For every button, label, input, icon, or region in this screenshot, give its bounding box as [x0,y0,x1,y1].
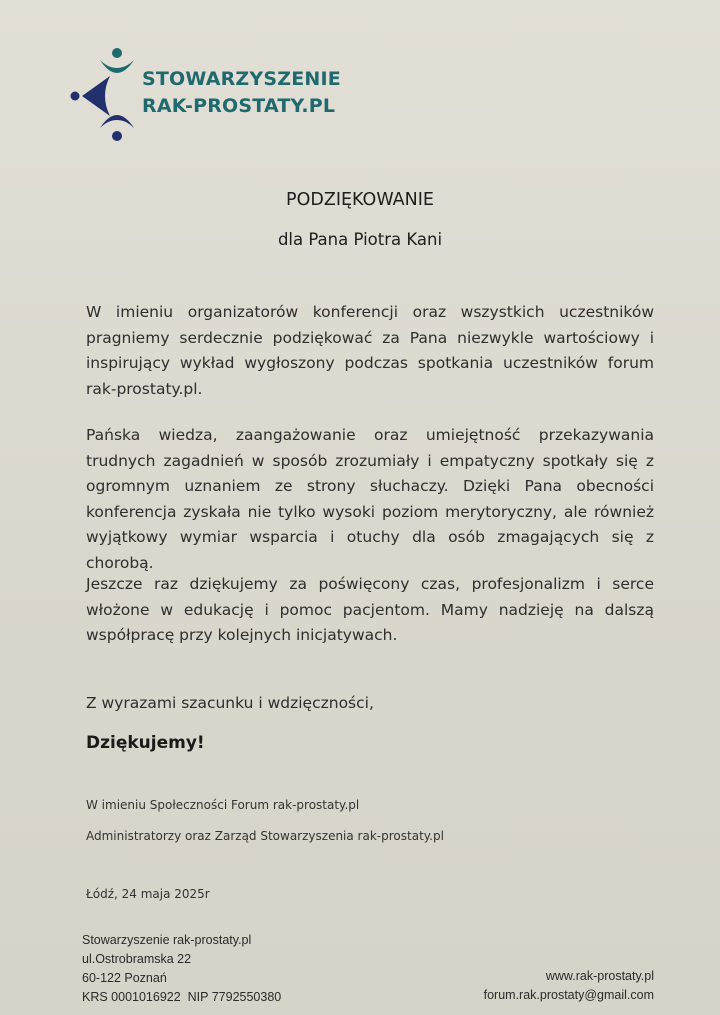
letter-heading: PODZIĘKOWANIE [286,190,434,210]
signature-line-2: Administratorzy oraz Zarząd Stowarzyszenia rak-prostaty.pl [86,829,444,843]
footer-org: Stowarzyszenie rak-prostaty.pl [82,933,252,947]
footer-website: www.rak-prostaty.pl [545,969,654,983]
signature-line-1: W imieniu Społeczności Forum rak-prostaty.pl [86,798,360,812]
footer-city: 60-122 Poznań [82,971,167,985]
logo [70,46,341,146]
letter-date: Łódź, 24 maja 2025r [86,887,210,901]
body-paragraph-2: Pańska wiedza, zaangażowanie oraz umiejętność przekazywania trudnych zagadnień w sposób zrozumiały i empatyczny spotkały się z ogromnym uznaniem ze strony słuchaczy. Dzięki Pana obecności konferencja zyskała nie tylko wysoki poziom merytoryczny, ale również wyjątkowy wymiar wsparcia i otuchy dla osób zmagających się z chorobą. [86,426,654,572]
thanks-line: Dziękujemy! [86,733,205,753]
body-paragraph-3: Jeszcze raz dziękujemy za poświęcony czas, profesjonalizm i serce włożone w edukację i pomoc pacjentom. Mamy nadzieję na dalszą współpracę przy kolejnych inicjatywach. [86,575,654,644]
footer-ids: KRS 0001016922 NIP 7792550380 [82,990,282,1004]
footer-email: forum.rak.prostaty@gmail.com [483,988,654,1002]
closing-line: Z wyrazami szacunku i wdzięczności, [86,694,374,712]
footer-street: ul.Ostrobramska 22 [82,952,192,966]
logo-line1: STOWARZYSZENIE [142,68,341,90]
logo-text [142,66,341,120]
letter-recipient: dla Pana Piotra Kani [277,230,443,249]
footer-contact [484,967,654,1005]
body-paragraph-1: W imieniu organizatorów konferencji oraz wszystkich uczestników pragniemy serdecznie podziękować za Pana niezwykle wartościowy i inspirujący wykład wygłoszony podczas spotkania uczestników forum rak-prostaty.pl. [86,303,654,398]
logo-mark-icon [70,46,140,146]
footer-address [82,931,281,1007]
logo-line2: RAK-PROSTATY.PL [142,95,336,117]
